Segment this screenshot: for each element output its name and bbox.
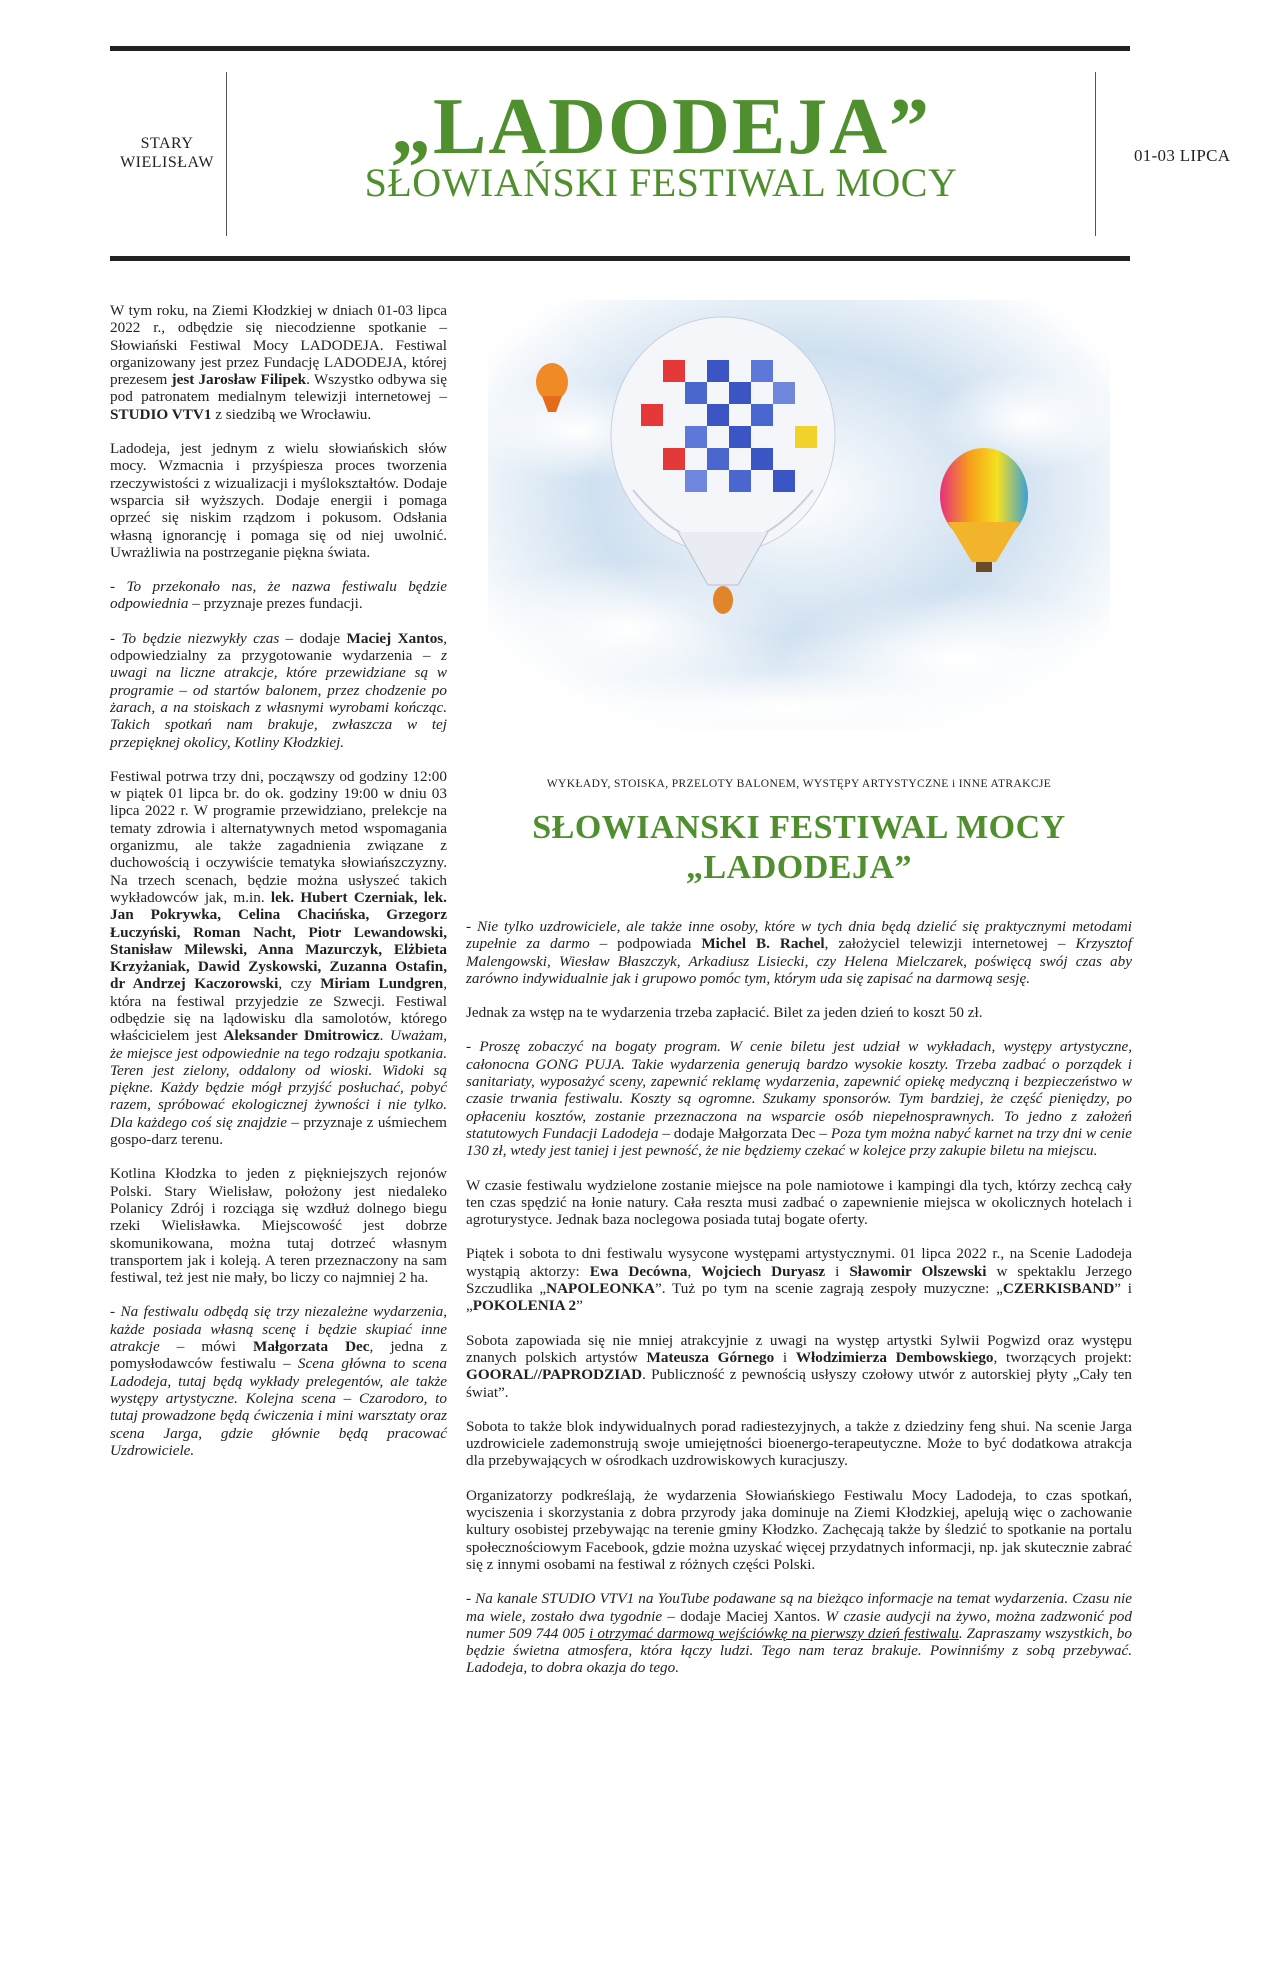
- paragraph: Piątek i sobota to dni festiwalu wysycone występami artystycznymi. 01 lipca 2022 r., na Scenie Ladodeja wystąpią aktorzy: Ewa Decówna, Wojciech Duryasz i Sławomir Olszewski w spektaklu Jerzego Szczudlika „NAPOLEONKA”. Tuż po tym na scenie zagrają zespoły muzyczne: „CZERKISBAND” i „POKOLENIA 2”: [466, 1245, 1133, 1315]
- section-title-line-1: SŁOWIANSKI FESTIWAL MOCY: [532, 809, 1066, 846]
- paragraph: Ladodeja, jest jednym z wielu słowiańskich słów mocy. Wzmacnia i przyśpiesza proces tworzenia rzeczywistości z wizualizacji i myślokształtów. Dodaje wsparcia sił wyższych. Dodaje energii i pomaga oprzeć się niskim rządzom i pokusom. Odsłania własną ignorancję i pomaga się od niej uwolnić. Uwrażliwia na postrzeganie piękna świata.: [110, 440, 447, 561]
- masthead-top-rule: [110, 46, 1130, 51]
- paragraph: - To będzie niezwykły czas – dodaje Maciej Xantos, odpowiedzialny za przygotowanie wydarzenia – z uwagi na liczne atrakcje, które przewidziane są w programie – od startów balonem, przez chodzenie po żarach, a na stoiskach z własnymi wyrobami kończąc. Takich spotkań nam brakuje, zwłaszcza w tej przepięknej okolicy, Kotliny Kłodzkiej.: [110, 629, 447, 751]
- paragraph: Organizatorzy podkreślają, że wydarzenia Słowiańskiego Festiwalu Mocy Ladodeja, to czas spotkań, wyciszenia i skorzystania z dobra przyrody jaka dominuje na Ziemi Kłodzkiej, apelują więc o zachowanie kultury osobistej przebywając na terenie gminy Kłodzko. Zachęcają także by śledzić to spotkanie na portalu społecznościowym Facebook, gdzie można uzyskać więcej przydatnych informacji, np. jak skutecznie zabrać się z innymi osobami na festiwal z różnych części Polski.: [466, 1486, 1132, 1573]
- left-column: [110, 302, 447, 1476]
- paragraph: Sobota zapowiada się nie mniej atrakcyjnie z uwagi na występ artystki Sylwii Pogwizd oraz występu znanych polskich artystów Mateusza Górnego i Włodzimierza Dembowskiego, tworzących projekt: GOORAL//PAPRODZIAD. Publiczność z pewnością usłyszy czołowy utwór z autorskiej płyty „Cały ten świat”.: [466, 1331, 1132, 1401]
- paragraph: Kotlina Kłodzka to jeden z piękniejszych rejonów Polski. Stary Wielisław, położony jest niedaleko Polanicy Zdrój i rozciąga się wzdłuż dolnego biegu rzeki Wielisławka. Miejscowość jest dobrze skomunikowana, można tutaj dotrzeć własnym transportem jak i koleją. A teren przeznaczony na sam festiwal, też jest nie mały, bo liczy co najmniej 2 ha.: [110, 1165, 447, 1287]
- masthead-divider-right: [1095, 72, 1096, 236]
- paragraph: - Na festiwalu odbędą się trzy niezależne wydarzenia, każde posiada własną scenę i będzie skupiać inne atrakcje – mówi Małgorzata Dec, jedna z pomysłodawców festiwalu – Scena główna to scena Ladodeja, tutaj będą wykłady prelegentów, ale także występy artystyczne. Kolejna scena – Czarodoro, to tutaj prowadzone będą ćwiczenia i mini warsztaty oraz scena Jarga, gdzie głównie będą pracować Uzdrowiciele.: [110, 1303, 447, 1459]
- masthead-title: „LADODEJA”: [390, 83, 932, 171]
- hot-air-balloons-illustration: [488, 300, 1110, 730]
- paragraph: - Na kanale STUDIO VTV1 na YouTube podawane są na bieżąco informacje na temat wydarzenia. Czasu nie ma wiele, zostało dwa tygodnie – dodaje Maciej Xantos. W czasie audycji na żywo, można zadzwonić pod numer 509 744 005 i otrzymać darmową wejściówkę na pierwszy dzień festiwalu. Zapraszamy wszystkich, bo będzie świetna atmosfera, która łączy ludzi. Tego nam teraz brakuje. Powinniśmy z sobą przebywać. Ladodeja, to dobra okazja do tego.: [466, 1590, 1132, 1677]
- masthead-bottom-rule: [110, 256, 1130, 261]
- paragraph: - To przekonało nas, że nazwa festiwalu będzie odpowiednia – przyznaje prezes fundacji.: [110, 578, 447, 613]
- masthead-place: STARY WIELISŁAW: [120, 135, 214, 171]
- paragraph: Festiwal potrwa trzy dni, począwszy od godziny 12:00 w piątek 01 lipca br. do ok. godziny 19:00 w dniu 03 lipca 2022 r. W programie przewidziano, prelekcje na tematy zdrowia i alternatywnych metod wspomagania organizmu, ale także zagadnienia związane z duchowością i oczywiście tematyka słowiańszczyzny. Na trzech scenach, będzie można usłyszeć takich wykładowców jak, m.in. lek. Hubert Czerniak, lek. Jan Pokrywka, Celina Chacińska, Grzegorz Łuczyński, Roman Nacht, Piotr Lewandowski, Stanisław Milewski, Anna Mazurczyk, Elżbieta Krzyżaniak, Dawid Zyskowski, Zuzanna Ostafin, dr Andrzej Kaczorowski, czy Miriam Lundgren, która na festiwal przyjedzie ze Szwecji. Festiwal odbędzie się na lądowisku dla samolotów, którego właścicielem jest Aleksander Dmitrowicz. Uważam, że miejsce jest odpowiednie na tego rodzaju spotkania. Teren jest zielony, oddalony od wioski. Widoki są piękne. Każdy będzie mógł przyjść posłuchać, pobyć razem, spróbować ekologicznej żywności i nie tylko. Dla każdego coś się znajdzie – przyznaje z uśmiechem gospo-darz terenu.: [110, 767, 448, 1149]
- paragraph: Jednak za wstęp na te wydarzenia trzeba zapłacić. Bilet za jeden dzień to koszt 50 zł.: [466, 1004, 983, 1022]
- paragraph: W tym roku, na Ziemi Kłodzkiej w dniach 01-03 lipca 2022 r., odbędzie się niecodzienne spotkanie – Słowiański Festiwal Mocy LADODEJA. Festiwal organizowany jest przez Fundację LADODEJA, której prezesem jest Jarosław Filipek. Wszystko odbywa się pod patronatem medialnym telewizji internetowej – STUDIO VTV1 z siedzibą we Wrocławiu.: [110, 302, 447, 423]
- masthead-divider-left: [226, 72, 227, 236]
- section-kicker: WYKŁADY, STOISKA, PRZELOTY BALONEM, WYSTĘPY ARTYSTYCZNE i INNE ATRAKCJE: [546, 778, 1052, 790]
- paragraph: - Proszę zobaczyć na bogaty program. W cenie biletu jest udział w wykładach, występy artystyczne, całonocna GONG PUJA. Takie wydarzenia generują bardzo wysokie koszty. Trzeba zadbać o porządek i sanitariaty, wyposażyć sceny, zapewnić reklamę wydarzenia, zapewnić opiekę medyczną i bezpieczeństwo w czasie trwania festiwalu. Koszty są ogromne. Szukamy sponsorów. Tym bardziej, że część pieniędzy, po opłaceniu kosztów, zostanie przeznaczona na wsparcie osób niepełnosprawnych. To jedno z założeń statutowych Fundacji Ladodeja – dodaje Małgorzata Dec – Poza tym można nabyć karnet na trzy dni w cenie 130 zł, wtedy jest taniej i jest pewność, że nie będziemy czekać w kolejce przy zakupie biletu na miejscu.: [466, 1038, 1133, 1160]
- paragraph: - Nie tylko uzdrowiciele, ale także inne osoby, które w tych dnia będą dzielić się praktycznymi metodami zupełnie za darmo – podpowiada Michel B. Rachel, założyciel telewizji internetowej – Krzysztof Malengowski, Wiesław Błaszczyk, Arkadiusz Lisiecki, czy Helena Mielczarek, poświęcą swój czas aby zarówno indywidualnie jak i grupowo pomóc tym, którym uda się zapisać na darmową sesję.: [466, 918, 1132, 987]
- masthead-date: 01-03 LIPCA: [1134, 146, 1231, 165]
- masthead-subtitle: SŁOWIAŃSKI FESTIWAL MOCY: [364, 160, 958, 205]
- section-title: [466, 808, 1132, 888]
- paragraph: W czasie festiwalu wydzielone zostanie miejsce na pole namiotowe i kampingi dla tych, którzy zechcą cały ten czas spędzić na łonie natury. Cała reszta musi zadbać o zapewnienie miejsca w okolicznych hotelach i agroturystyce. Jednak baza noclegowa posiada tutaj bogate oferty.: [466, 1176, 1132, 1229]
- hot-air-balloons-icon: [488, 300, 1110, 730]
- section-title-line-2: „LADODEJA”: [685, 849, 913, 886]
- paragraph: Sobota to także blok indywidualnych porad radiestezyjnych, a także z dziedziny feng shui. Na scenie Jarga uzdrowiciele zademonstrują swoje umiejętności bioenergo-terapeutyczne. Może to być dodatkowa atrakcja dla przebywających w ośrodkach uzdrowiskowych kuracjuszy.: [466, 1417, 1132, 1470]
- right-column: [466, 918, 1132, 1694]
